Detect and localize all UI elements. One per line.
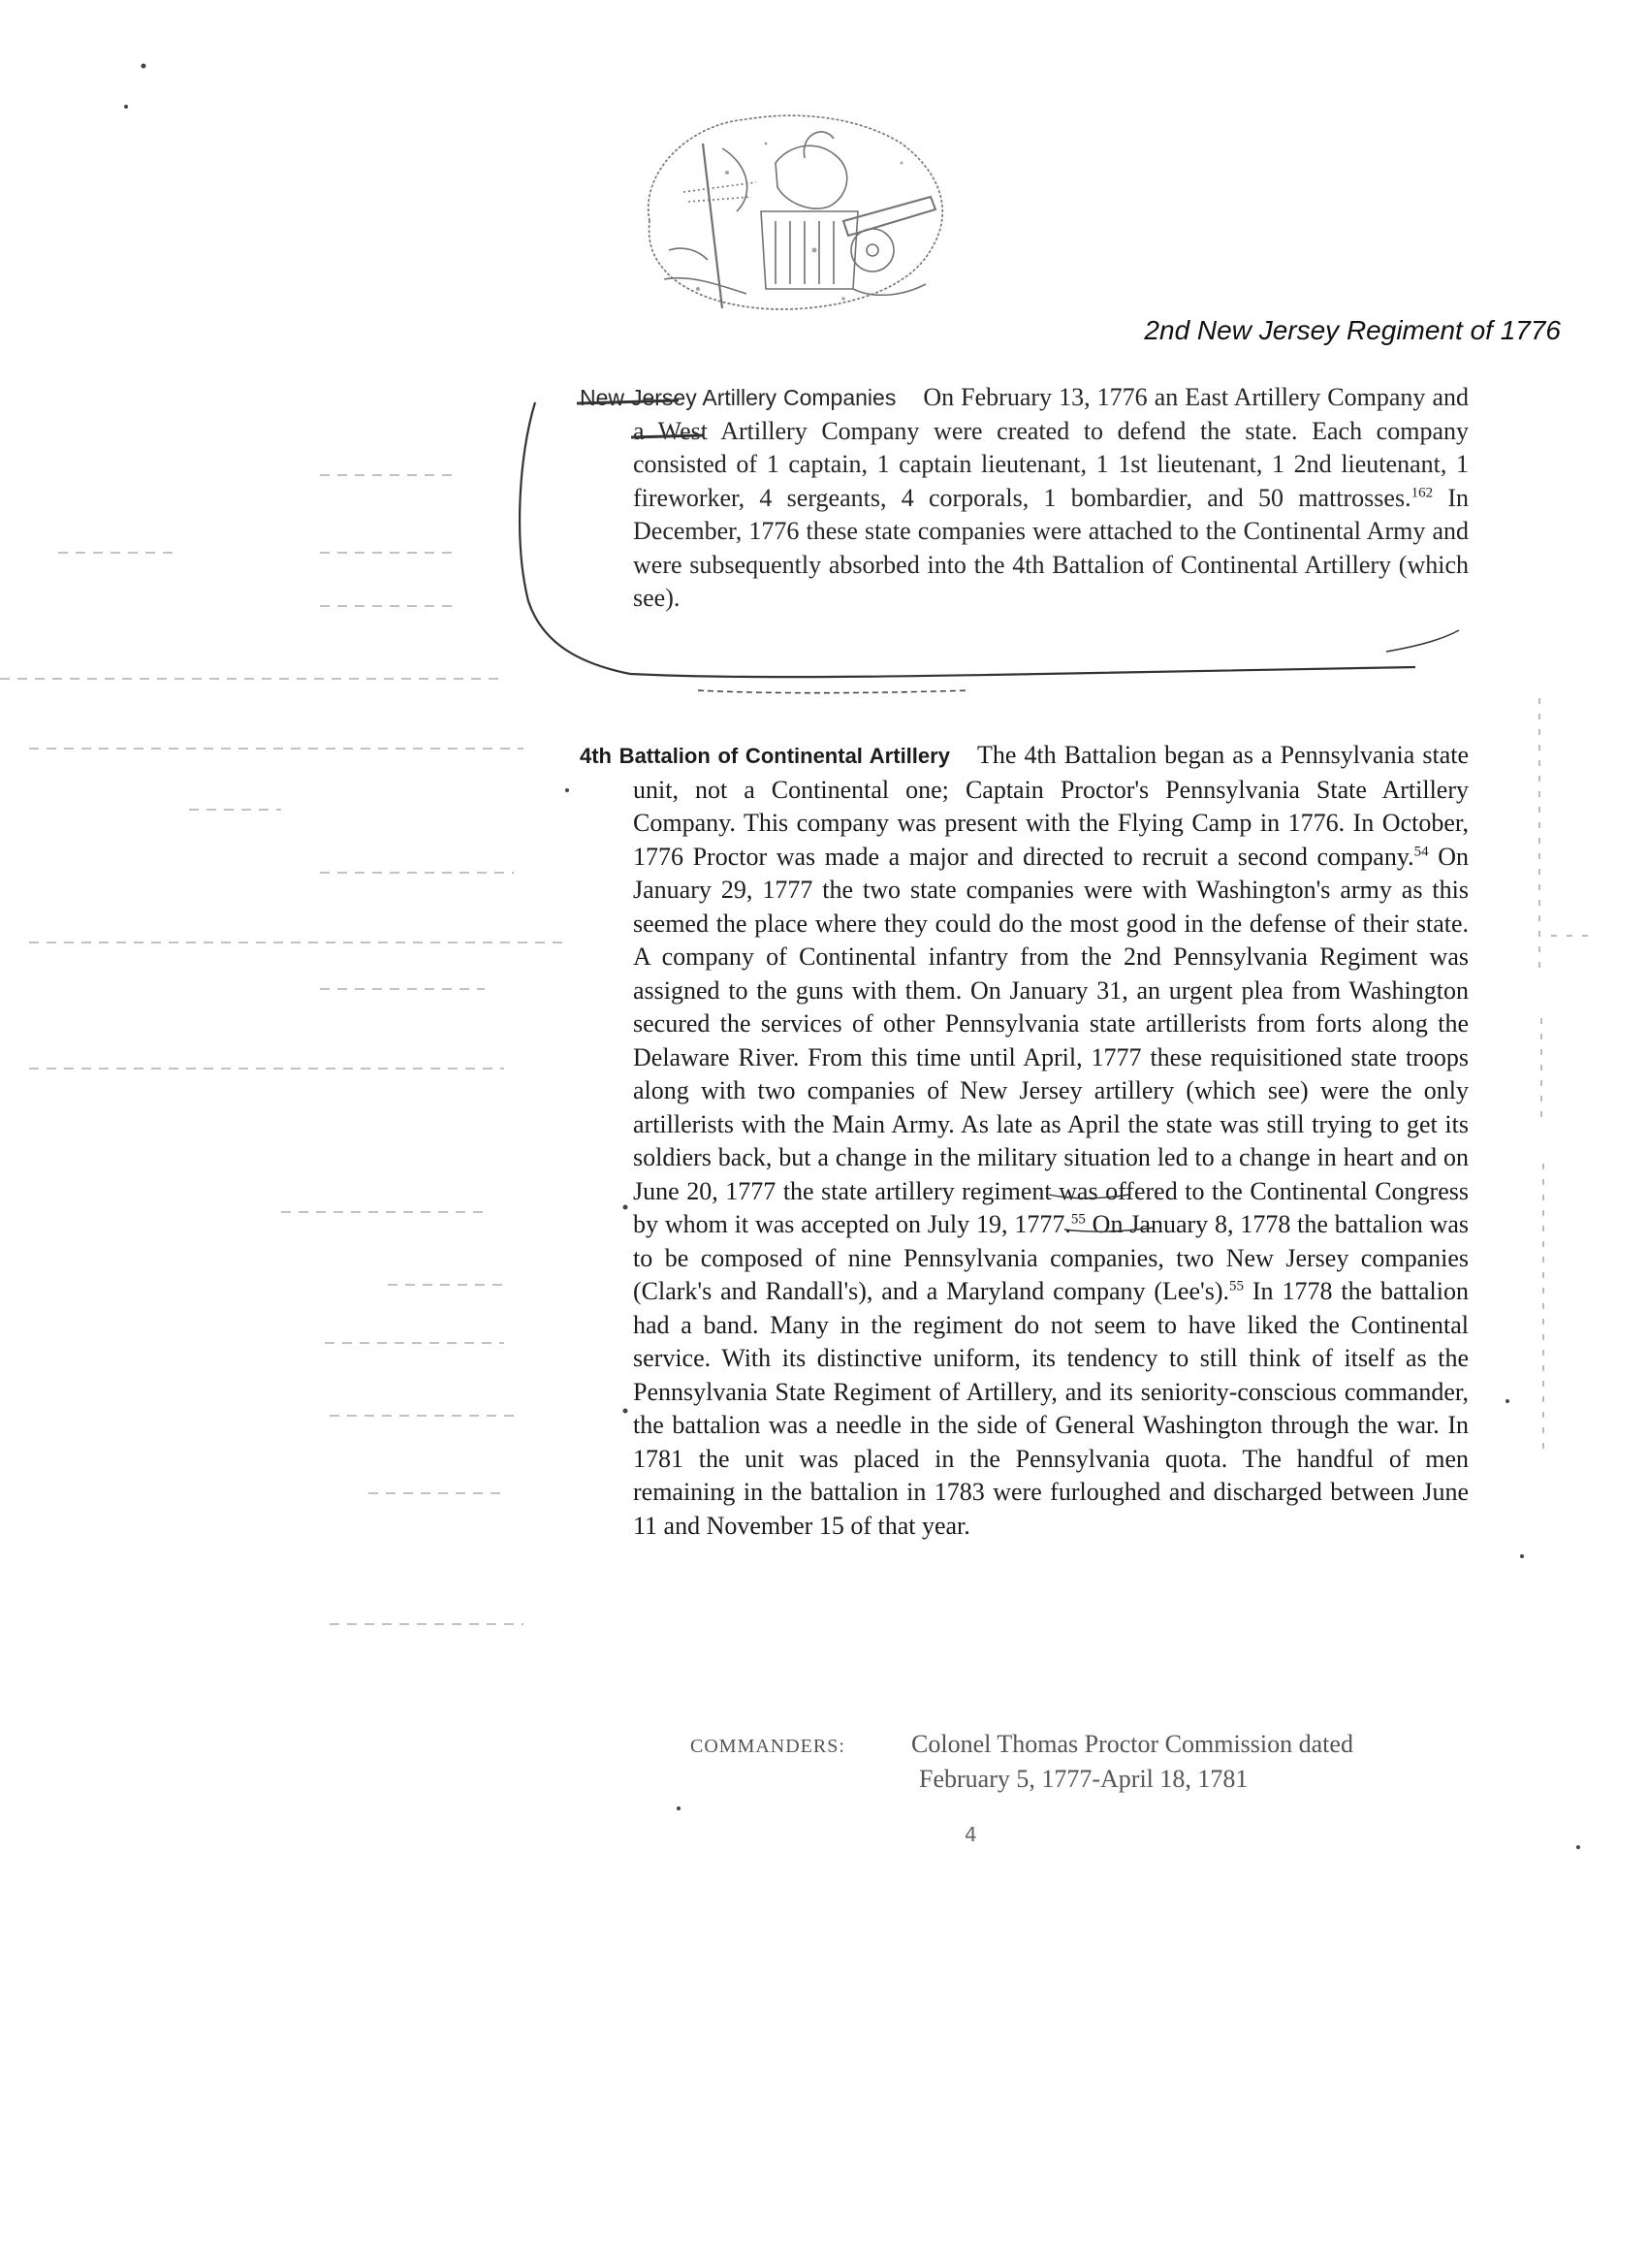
commanders-label: COMMANDERS: (690, 1736, 845, 1757)
running-head: 2nd New Jersey Regiment of 1776 (1144, 315, 1561, 345)
entry-heading: 4th Battalion of Continental Artillery (580, 744, 950, 768)
footnote-ref: 162 (1410, 484, 1434, 500)
footnote-ref: 54 (1413, 843, 1429, 859)
entry-new-jersey-artillery (580, 381, 1469, 616)
entry-text: On January 8, 1778 the battalion was to be composed of nine Pennsylvania companies, two New Jersey companies (Clark's and Randall's), and a Maryland company (Lee's). (633, 1210, 1469, 1305)
commander-line-1: Colonel Thomas Proctor Commission dated (911, 1730, 1353, 1758)
footnote-ref: 55 (1070, 1211, 1086, 1228)
commander-line-2: February 5, 1777-April 18, 1781 (919, 1765, 1249, 1793)
entry-text: The 4th Battalion began as a Pennsylvania state unit, not a Continental one; Captain Proctor's Pennsylvania State Artillery Company. This company was present with the Flying Camp in 1776. In October, 1776 Proctor was made a major and directed to recruit a second company. (633, 741, 1470, 871)
artillery-emblem-illustration (611, 105, 979, 333)
entry-text: In December, 1776 these state companies were attached to the Continental Army and were subsequently absorbed into the 4th Battalion of Continental Artillery (which see). (633, 483, 1469, 612)
entry-text: On January 29, 1777 the two state companies were with Washington's army as this seemed the place where they could do the most good in the defense of their state. A company of Continental infantry from the 2nd Pennsylvania Regiment was assigned to the guns with them. On January 31, an urgent plea from Washington secured the services of other Pennsylvania state artillerists from forts along the Delaware River. From this time until April, 1777 these requisitioned state troops along with two companies of New Jersey artillery (which see) were the only artillerists with the Main Army. As late as April the state was still trying to get its soldiers back, but a change in the military situation led to a change in heart and on June 20, 1777 the state artillery regiment was offered to the Continental Congress by whom it was accepted on July 19, 1777. (633, 842, 1469, 1238)
entry-paragraph (580, 381, 1469, 616)
entry-paragraph (580, 739, 1470, 1543)
entry-heading: New Jersey Artillery Companies (580, 385, 897, 410)
entry-text: On February 13, 1776 an East Artillery Company and a West Artillery Company were created to defend the state. Each company consisted of 1 captain, 1 captain lieutenant, 1 1st lieutenant, 1 2nd lieutenant, 1 fireworker, 4 sergeants, 4 corporals, 1 bombardier, and 50 mattrosses. (633, 383, 1469, 512)
footnote-ref: 55 (1228, 1278, 1244, 1294)
entry-4th-battalion (580, 739, 1470, 1543)
page-mark: 4 (965, 1823, 977, 1846)
commanders-block (690, 1728, 1485, 1796)
entry-text: In 1778 the battalion had a band. Many in the regiment do not seem to have liked the Continental service. With its distinctive uniform, its tendency to still think of itself as the Pennsylvania State Regiment of Artillery, and its seniority-conscious commander, the battalion was a needle in the side of General Washington through the war. In 1781 the unit was placed in the Pennsylvania quota. The handful of men remaining in the battalion in 1783 were furloughed and discharged between June 11 and November 15 of that year. (633, 1277, 1470, 1540)
